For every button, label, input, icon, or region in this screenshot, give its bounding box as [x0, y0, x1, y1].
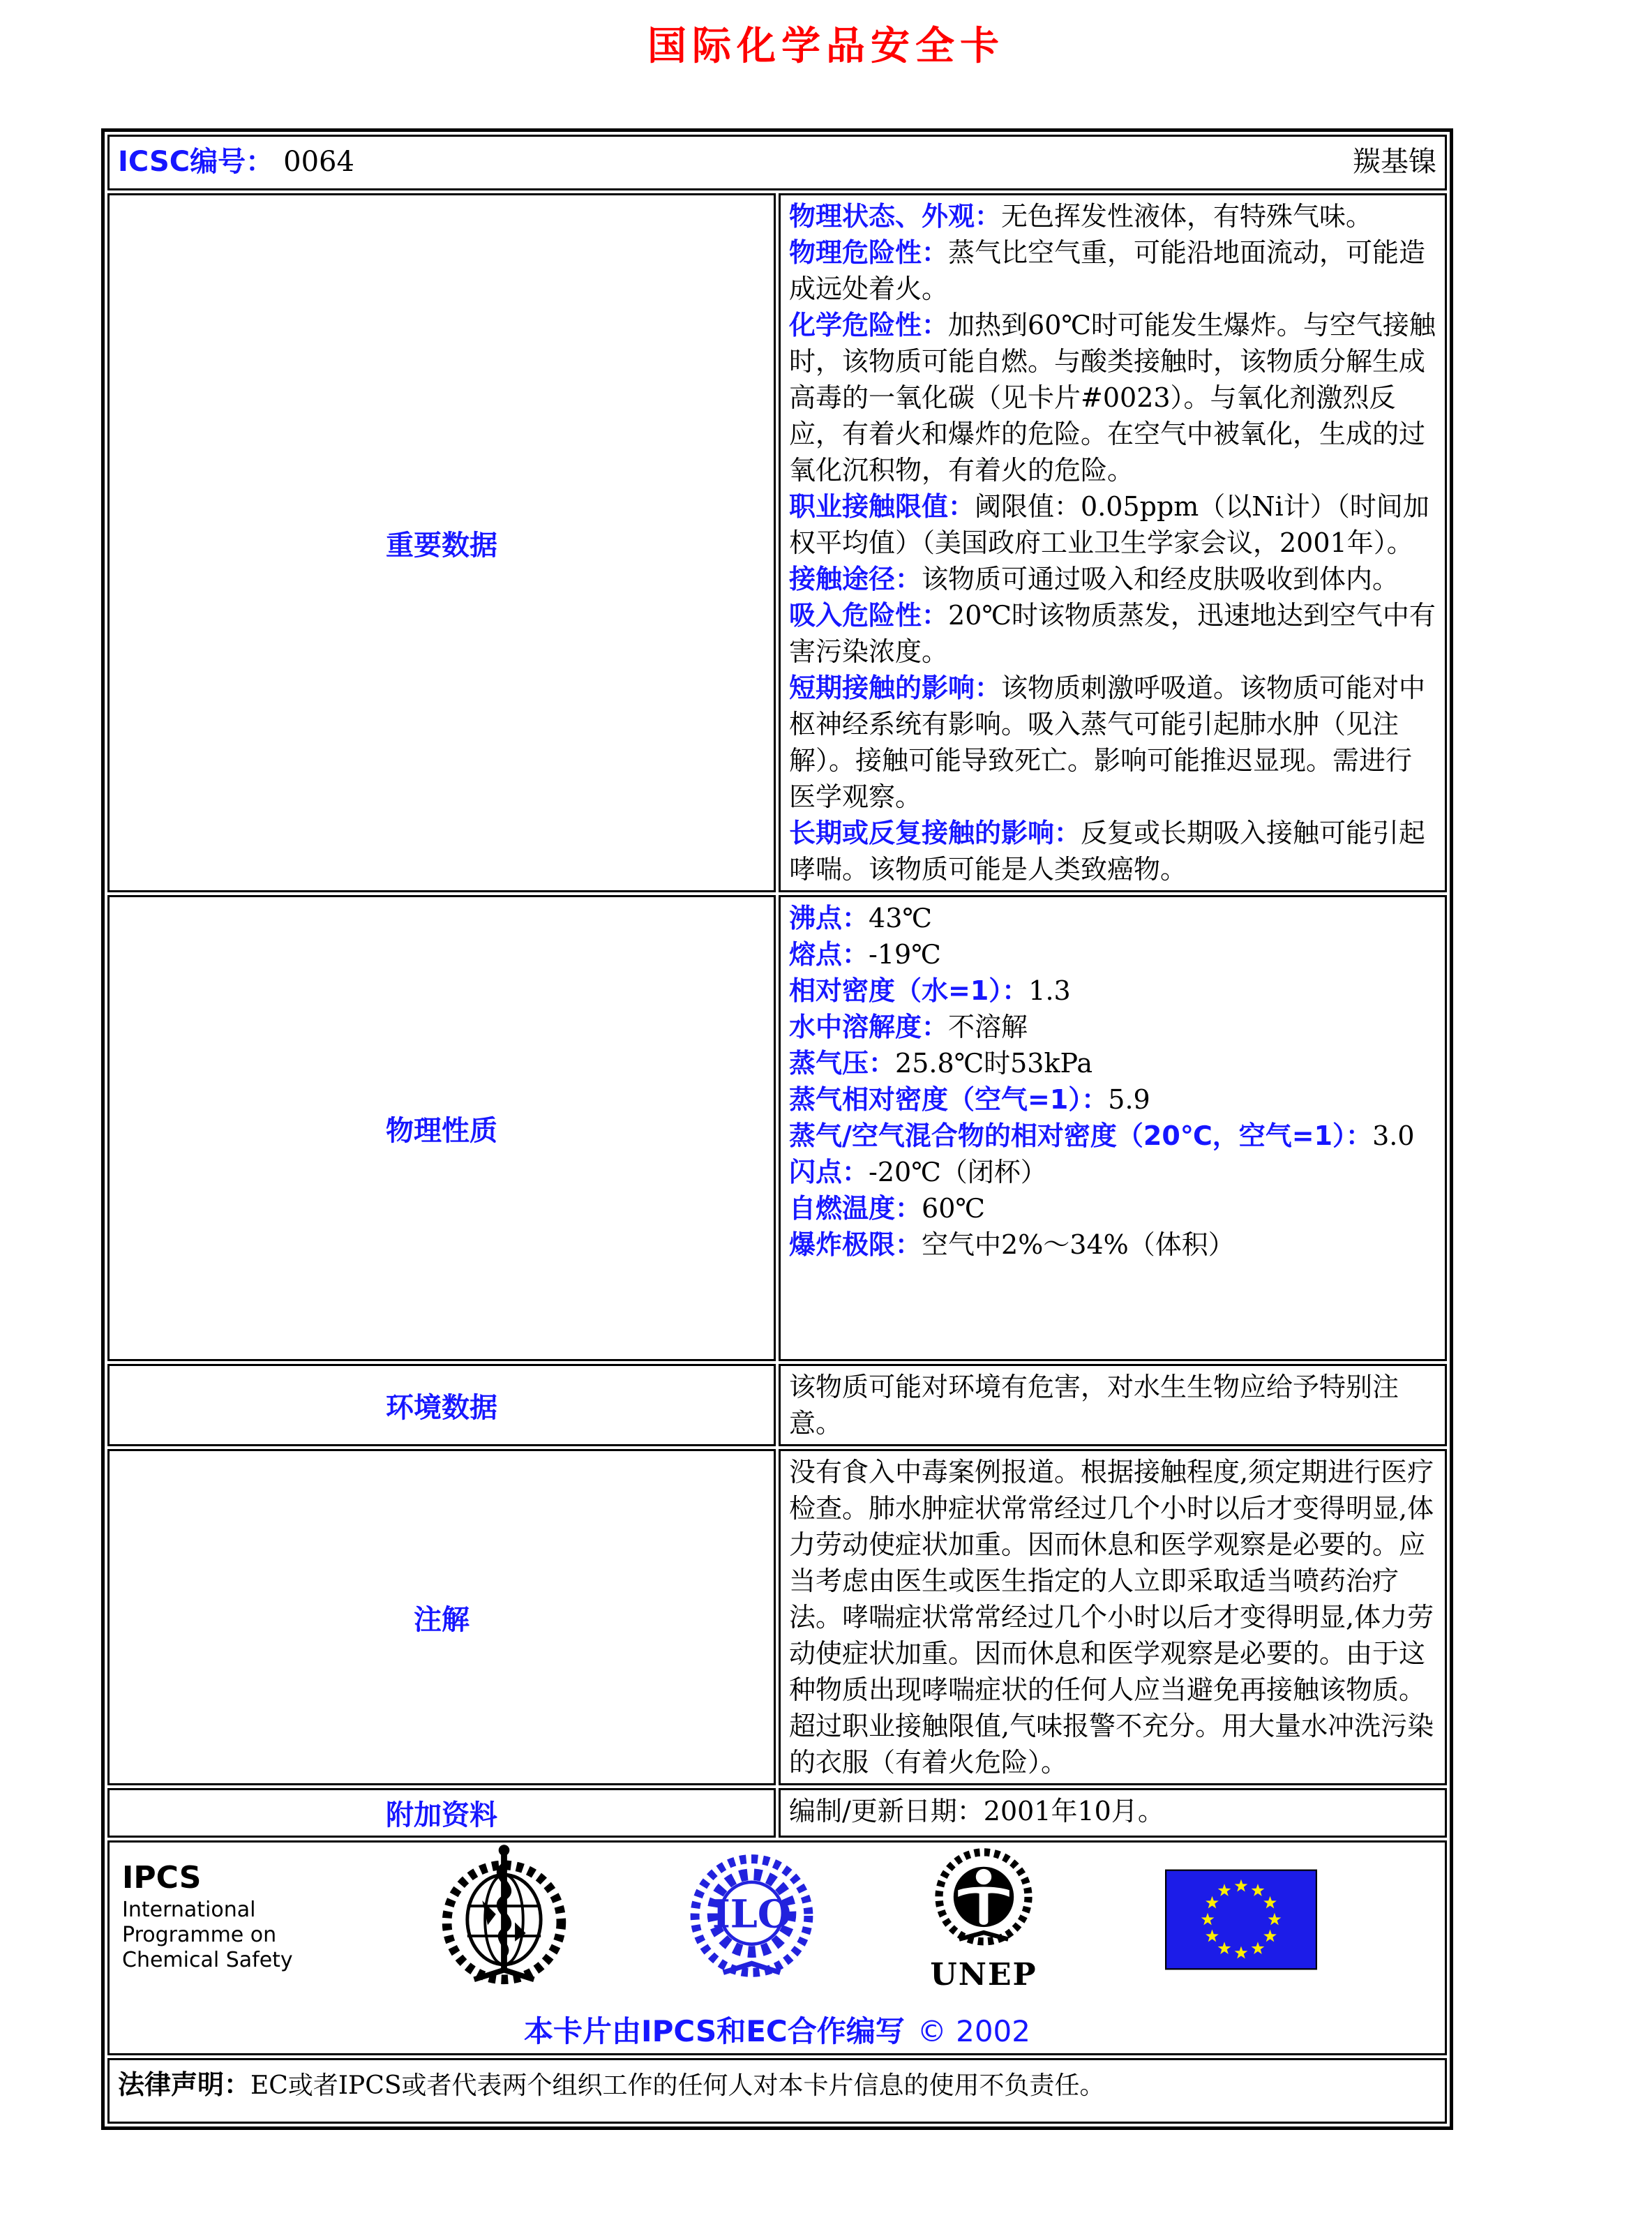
- field-value: 60℃: [922, 1193, 985, 1224]
- field-label: 化学危险性：: [789, 310, 949, 340]
- additional-info-text: 编制/更新日期：2001年10月。: [789, 1796, 1164, 1826]
- icsc-card-table: [101, 128, 1453, 2130]
- field-boiling-point: [789, 900, 1436, 936]
- unep-logo-text: UNEP: [930, 1957, 1037, 1993]
- field-value: 20℃时该物质蒸发，迅速地达到空气中有害污染浓度。: [789, 600, 1436, 667]
- field-physical-state: [789, 198, 1436, 234]
- field-value: 该物质刺激呼吸道。该物质可能对中枢神经系统有影响。吸入蒸气可能引起肺水肿（见注解）。接触可能导致死亡。影响可能推迟显现。需进行医学观察。: [789, 673, 1426, 812]
- caption-copyright: © 2002: [917, 2014, 1031, 2048]
- notes-content: [779, 1449, 1447, 1785]
- field-label: 短期接触的影响：: [789, 673, 1002, 703]
- field-value: 该物质可通过吸入和经皮肤吸收到体内。: [922, 564, 1399, 594]
- field-value: 1.3: [1028, 975, 1071, 1006]
- field-melting-point: [789, 936, 1436, 973]
- field-label: 沸点：: [789, 903, 869, 933]
- field-label: 爆炸极限：: [789, 1229, 922, 1260]
- field-label: 蒸气/空气混合物的相对密度（20℃，空气=1）：: [789, 1120, 1373, 1151]
- field-label: 蒸气相对密度（空气=1）：: [789, 1084, 1109, 1115]
- logo-strip: [118, 1845, 1436, 1993]
- field-value: 无色挥发性液体，有特殊气味。: [1001, 201, 1373, 232]
- field-label: 职业接触限值：: [789, 491, 975, 522]
- icsc-number-group: [118, 140, 354, 179]
- field-value: 5.9: [1108, 1084, 1150, 1115]
- row-label-cell-notes: [107, 1449, 776, 1785]
- row-label-important-data: 重要数据: [386, 529, 497, 562]
- field-label: 物理状态、外观：: [789, 201, 1002, 232]
- ipcs-line-2: Programme on: [122, 1923, 277, 1947]
- field-value: 43℃: [869, 903, 932, 933]
- additional-info-content: [779, 1788, 1447, 1838]
- page-title: 国际化学品安全卡: [647, 23, 1005, 69]
- field-relative-density: [789, 973, 1436, 1009]
- icsc-number-value: 0064: [283, 146, 354, 178]
- icsc-number-label: ICSC编号：: [118, 146, 274, 178]
- row-label-cell-physical-properties: [107, 895, 776, 1361]
- field-value: 蒸气比空气重，可能沿地面流动，可能造成远处着火。: [789, 237, 1426, 304]
- field-long-term-effects: [789, 815, 1436, 887]
- row-label-cell-important-data: [107, 193, 776, 892]
- row-label-cell-environmental-data: [107, 1364, 776, 1446]
- field-value: 反复或长期吸入接触可能引起哮喘。该物质可能是人类致癌物。: [789, 818, 1426, 885]
- ipcs-line-1: International: [122, 1898, 256, 1922]
- ipcs-title: IPCS: [122, 1860, 202, 1896]
- field-label: 蒸气压：: [789, 1048, 896, 1079]
- field-label: 长期或反复接触的影响：: [789, 818, 1081, 848]
- header-row: [107, 135, 1447, 190]
- ilo-logo-icon: [687, 1848, 816, 1991]
- field-value: 空气中2%～34%（体积）: [922, 1229, 1235, 1260]
- field-label: 相对密度（水=1）：: [789, 975, 1029, 1006]
- who-logo-icon: [436, 1838, 572, 2002]
- svg-text:ILO: ILO: [712, 1891, 792, 1937]
- ipcs-line-3: Chemical Safety: [122, 1948, 293, 1972]
- environmental-data-text: 该物质可能对环境有危害，对水生生物应给予特别注意。: [789, 1372, 1399, 1439]
- field-vapor-pressure: [789, 1045, 1436, 1081]
- row-label-notes: 注解: [414, 1603, 470, 1636]
- field-flash-point: [789, 1154, 1436, 1190]
- field-label: 熔点：: [789, 939, 869, 970]
- legal-row: [107, 2058, 1447, 2124]
- field-water-solubility: [789, 1009, 1436, 1045]
- field-label: 闪点：: [789, 1157, 869, 1187]
- unep-logo-icon: [928, 1846, 1039, 1993]
- field-label: 水中溶解度：: [789, 1012, 949, 1042]
- field-value: 不溶解: [948, 1012, 1028, 1042]
- legal-text: EC或者IPCS或者代表两个组织工作的任何人对本卡片信息的使用不负责任。: [250, 2071, 1105, 2100]
- row-label-environmental-data: 环境数据: [386, 1391, 497, 1424]
- field-label: 自燃温度：: [789, 1193, 922, 1224]
- field-value: -20℃（闭杯）: [869, 1157, 1047, 1187]
- important-data-content: [779, 193, 1447, 892]
- notes-text: 没有食入中毒案例报道。根据接触程度,须定期进行医疗检查。肺水肿症状常常经过几个小时以后才变得明显,体力劳动使症状加重。因而休息和医学观察是必要的。应当考虑由医生或医生指定的人立即采取适当喷药治疗法。哮喘症状常常经过几个小时以后才变得明显,体力劳动使症状加重。因而休息和医学观察是必要的。由于这种物质出现哮喘症状的任何人应当避免再接触该物质。超过职业接触限值,气味报警不充分。用大量水冲洗污染的衣服（有着火危险）。: [789, 1457, 1434, 1778]
- logos-row: [107, 1840, 1447, 2055]
- field-label: 吸入危险性：: [789, 600, 949, 631]
- field-value: -19℃: [869, 939, 941, 970]
- field-autoignition-temperature: [789, 1190, 1436, 1226]
- field-vapor-air-mixture-density: [789, 1118, 1436, 1154]
- field-chemical-danger: [789, 307, 1436, 488]
- row-label-cell-additional-info: [107, 1788, 776, 1838]
- field-short-term-effects: [789, 670, 1436, 815]
- field-label: 接触途径：: [789, 564, 922, 594]
- field-physical-danger: [789, 234, 1436, 307]
- logos-caption: [118, 2009, 1436, 2050]
- field-value: 25.8℃时53kPa: [895, 1048, 1093, 1079]
- field-occupational-limit: [789, 488, 1436, 561]
- ipcs-text-block: [122, 1860, 352, 1973]
- legal-label: 法律声明：: [118, 2069, 251, 2100]
- row-label-physical-properties: 物理性质: [386, 1114, 497, 1147]
- field-value: 阈限值：0.05ppm（以Ni计）（时间加权平均值）（美国政府工业卫生学家会议，2001年）。: [789, 491, 1429, 558]
- row-label-additional-info: 附加资料: [386, 1799, 497, 1831]
- field-inhalation-risk: [789, 597, 1436, 670]
- field-value: 加热到60℃时可能发生爆炸。与空气接触时，该物质可能自燃。与酸类接触时，该物质分解生成高毒的一氧化碳（见卡片#0023）。与氧化剂激烈反应，有着火和爆炸的危险。在空气中被氧化，生成的过氧化沉积物，有着火的危险。: [789, 310, 1436, 486]
- environmental-data-content: [779, 1364, 1447, 1446]
- chemical-name: 羰基镍: [1353, 146, 1436, 178]
- field-exposure-route: [789, 561, 1436, 597]
- field-value: 3.0: [1372, 1120, 1415, 1151]
- eu-flag-icon: [1165, 1869, 1317, 1970]
- physical-properties-content: [779, 895, 1447, 1361]
- field-explosive-limits: [789, 1226, 1436, 1263]
- caption-text: 本卡片由IPCS和EC合作编写: [523, 2014, 905, 2048]
- field-vapor-relative-density: [789, 1081, 1436, 1118]
- field-label: 物理危险性：: [789, 237, 949, 268]
